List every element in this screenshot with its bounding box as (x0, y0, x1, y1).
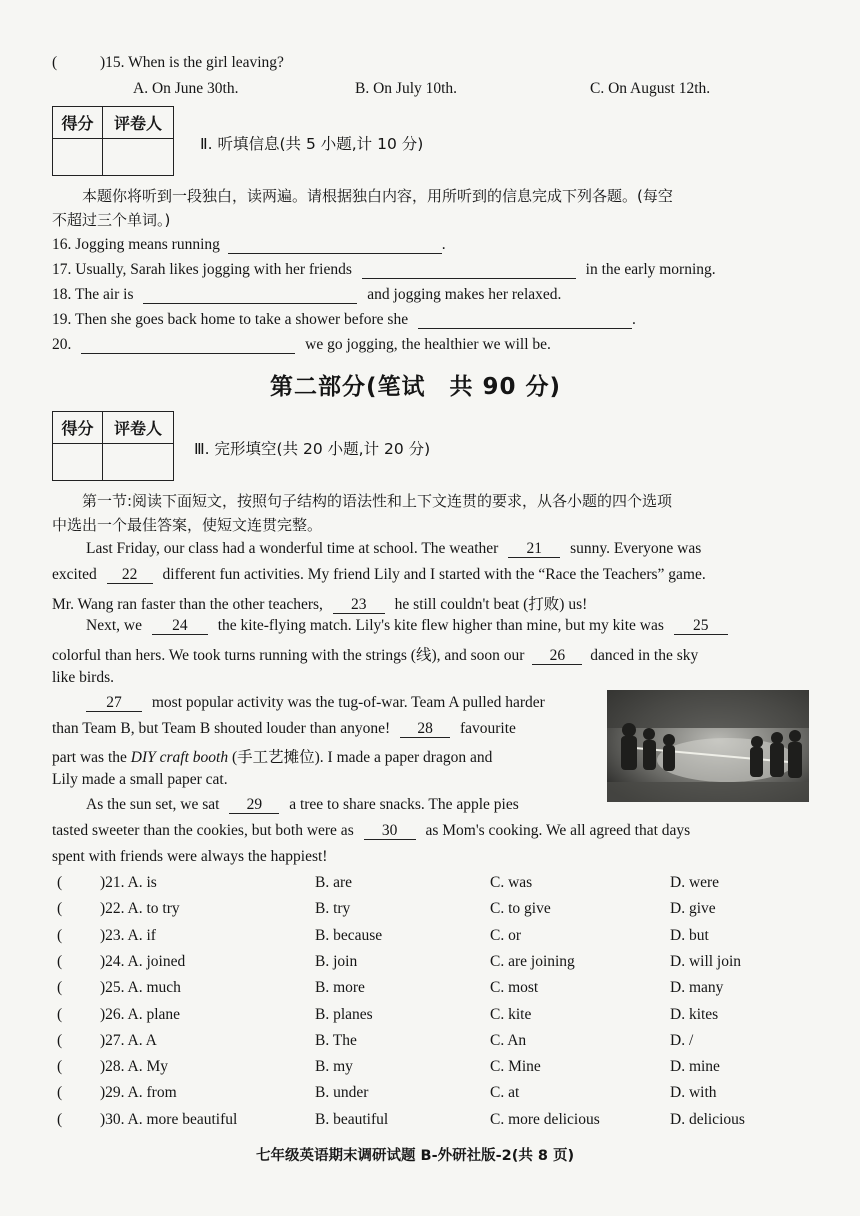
passage-text: Mr. Wang ran faster than the other teachers, (52, 596, 323, 613)
option-b: B. The (315, 1031, 357, 1049)
option-b: B. beautiful (315, 1110, 389, 1128)
q15-stem: )15. When is the girl leaving? (100, 54, 284, 71)
q19-blank[interactable] (418, 311, 632, 329)
option-stem-a: )21. A. is (100, 874, 157, 891)
passage-line (52, 720, 516, 738)
option-stem-a: )28. A. My (100, 1058, 169, 1076)
score-box (52, 411, 174, 481)
blank-25[interactable]: 25 (674, 617, 728, 635)
passage-italic-text: DIY craft booth (130, 749, 229, 766)
blank-22[interactable]: 22 (107, 566, 153, 584)
part-2-title: 第二部分(笔试 共 90 分) (270, 374, 562, 400)
blank-26[interactable]: 26 (532, 647, 582, 665)
option-c: C. most (490, 979, 539, 997)
passage-text: a tree to share snacks. The apple pies (289, 796, 519, 813)
passage-line (52, 822, 690, 840)
passage-text: he still couldn't beat (打败) us! (394, 596, 588, 613)
option-stem-a: )24. A. joined (100, 952, 186, 970)
passage-text: tasted sweeter than the cookies, but both were as (52, 822, 354, 839)
option-b: B. planes (315, 1005, 373, 1023)
answer-paren[interactable]: ( (57, 979, 63, 997)
section-3-instructions-line2: 中选出一个最佳答案，使短文连贯完整。 (52, 516, 323, 534)
passage-line (52, 745, 492, 767)
q16-blank[interactable] (228, 236, 442, 254)
blank-29[interactable]: 29 (229, 796, 279, 814)
q16-text: 16. Jogging means running (52, 236, 220, 253)
option-c: C. to give (490, 900, 551, 918)
passage-text: sunny. Everyone was (570, 540, 702, 557)
passage-text: danced in the sky (590, 647, 699, 664)
grader-label: 评卷人 (103, 107, 173, 139)
passage-text: Last Friday, our class had a wonderful time at school. The weather (86, 540, 499, 557)
option-d: D. / (670, 1031, 694, 1049)
passage-line (86, 694, 545, 712)
section-2-title: Ⅱ. 听填信息(共 5 小题,计 10 分) (200, 135, 424, 153)
q19: 19. Then she goes back home to take a shower before she . (52, 311, 636, 328)
option-d: D. were (670, 874, 720, 891)
passage-line (52, 566, 706, 584)
answer-paren[interactable]: ( (57, 1031, 63, 1049)
q18 (52, 286, 561, 304)
option-c: C. more delicious (490, 1110, 600, 1128)
section-3-instructions-line1: 第一节:阅读下面短文，按照句子结构的语法性和上下文连贯的要求，从各小题的四个选项 (82, 492, 673, 510)
passage-line (52, 643, 698, 665)
q20-text-b: we go jogging, the healthier we will be. (305, 336, 551, 353)
q20 (52, 336, 551, 354)
passage-text: different fun activities. My friend Lily and I started with the “Race the Teachers” game. (162, 566, 706, 583)
answer-paren[interactable]: ( (57, 952, 63, 970)
option-b: B. more (315, 979, 365, 997)
grader-cell[interactable] (103, 139, 173, 175)
passage-line: Lily made a small paper cat. (52, 771, 228, 788)
answer-paren[interactable]: ( (57, 1084, 63, 1102)
passage-text: (手工艺摊位). I made a paper dragon and (231, 749, 493, 766)
passage-line: like birds. (52, 669, 114, 686)
passage-text: favourite (459, 720, 516, 737)
q17-blank[interactable] (362, 261, 576, 279)
q20-blank[interactable] (81, 336, 295, 354)
section-2-instructions-line2: 不超过三个单词。) (52, 211, 171, 229)
q15-option-b: B. On July 10th. (355, 80, 458, 97)
option-d: D. with (670, 1084, 717, 1102)
q17-text-b: in the early morning. (585, 261, 716, 278)
blank-27[interactable]: 27 (86, 694, 142, 712)
answer-paren[interactable]: ( (57, 926, 63, 944)
score-cell[interactable] (53, 139, 103, 175)
option-b: B. are (315, 874, 353, 891)
passage-text: As the sun set, we sat (86, 796, 220, 813)
option-c: C. was (490, 874, 533, 891)
grader-cell[interactable] (103, 444, 173, 480)
q16: 16. Jogging means running . (52, 236, 446, 253)
option-d: D. give (670, 900, 716, 918)
option-c: C. An (490, 1031, 527, 1049)
passage-text: colorful than hers. We took turns running with the strings (线), and soon our (52, 647, 525, 664)
section-2-instructions-line1: 本题你将听到一段独白，读两遍。请根据独白内容，用所听到的信息完成下列各题。(每空 (82, 187, 673, 205)
option-c: C. Mine (490, 1058, 541, 1076)
passage-text: excited (52, 566, 97, 583)
option-b: B. because (315, 926, 383, 944)
option-d: D. many (670, 979, 724, 997)
option-c: C. kite (490, 1005, 532, 1023)
option-d: D. kites (670, 1005, 719, 1023)
tug-of-war-photo (607, 690, 809, 802)
score-box (52, 106, 174, 176)
passage-line (52, 592, 587, 614)
q20-text-a: 20. (52, 336, 72, 353)
answer-paren[interactable]: ( (57, 900, 63, 918)
blank-24[interactable]: 24 (152, 617, 208, 635)
answer-paren[interactable]: ( (57, 1005, 63, 1023)
passage-text: most popular activity was the tug-of-war. Team A pulled harder (151, 694, 545, 711)
grader-label: 评卷人 (103, 412, 173, 444)
passage-text: Next, we (86, 617, 142, 634)
answer-paren[interactable]: ( (57, 874, 63, 891)
score-label: 得分 (53, 412, 103, 444)
q15-paren: ( (52, 54, 58, 71)
passage-text: the kite-flying match. Lily's kite flew higher than mine, but my kite was (217, 617, 664, 634)
blank-28[interactable]: 28 (400, 720, 450, 738)
q19-text: 19. Then she goes back home to take a shower before she (52, 311, 409, 328)
q15-option-c: C. On August 12th. (590, 80, 711, 97)
passage-text: part was the (52, 749, 127, 766)
q18-text-b: and jogging makes her relaxed. (367, 286, 562, 303)
option-stem-a: )23. A. if (100, 926, 156, 944)
score-cell[interactable] (53, 444, 103, 480)
option-stem-a: )26. A. plane (100, 1005, 181, 1023)
answer-paren[interactable]: ( (57, 1058, 63, 1076)
q15-option-a: A. On June 30th. (133, 80, 239, 97)
blank-21[interactable]: 21 (508, 540, 560, 558)
option-d: D. but (670, 926, 709, 944)
passage-line (86, 540, 701, 558)
option-stem-a: )30. A. more beautiful (100, 1110, 238, 1128)
option-d: D. delicious (670, 1110, 745, 1128)
option-stem-a: )27. A. A (100, 1031, 157, 1049)
blank-23[interactable]: 23 (333, 596, 385, 614)
passage-text: as Mom's cooking. We all agreed that days (425, 822, 691, 839)
option-b: B. my (315, 1058, 353, 1076)
section-3-title: Ⅲ. 完形填空(共 20 小题,计 20 分) (194, 440, 431, 458)
option-b: B. try (315, 900, 351, 918)
passage-line (86, 617, 728, 635)
q17-text-a: 17. Usually, Sarah likes jogging with her friends (52, 261, 352, 278)
passage-line: spent with friends were always the happiest! (52, 848, 328, 865)
passage-text: than Team B, but Team B shouted louder than anyone! (52, 720, 391, 737)
option-d: D. will join (670, 952, 742, 970)
option-stem-a: )25. A. much (100, 979, 181, 997)
passage-line (86, 796, 519, 814)
option-stem-a: )29. A. from (100, 1084, 177, 1102)
option-c: C. or (490, 926, 521, 944)
option-c: C. are joining (490, 952, 575, 970)
q18-text-a: 18. The air is (52, 286, 134, 303)
page-footer: 七年级英语期末调研试题 B-外研社版-2(共 8 页) (256, 1148, 575, 1164)
option-b: B. under (315, 1084, 369, 1102)
answer-paren[interactable]: ( (57, 1110, 63, 1128)
score-label: 得分 (53, 107, 103, 139)
option-c: C. at (490, 1084, 520, 1102)
blank-30[interactable]: 30 (364, 822, 416, 840)
option-stem-a: )22. A. to try (100, 900, 180, 918)
q18-blank[interactable] (143, 286, 357, 304)
option-d: D. mine (670, 1058, 720, 1076)
option-b: B. join (315, 952, 358, 970)
q17 (52, 261, 716, 279)
